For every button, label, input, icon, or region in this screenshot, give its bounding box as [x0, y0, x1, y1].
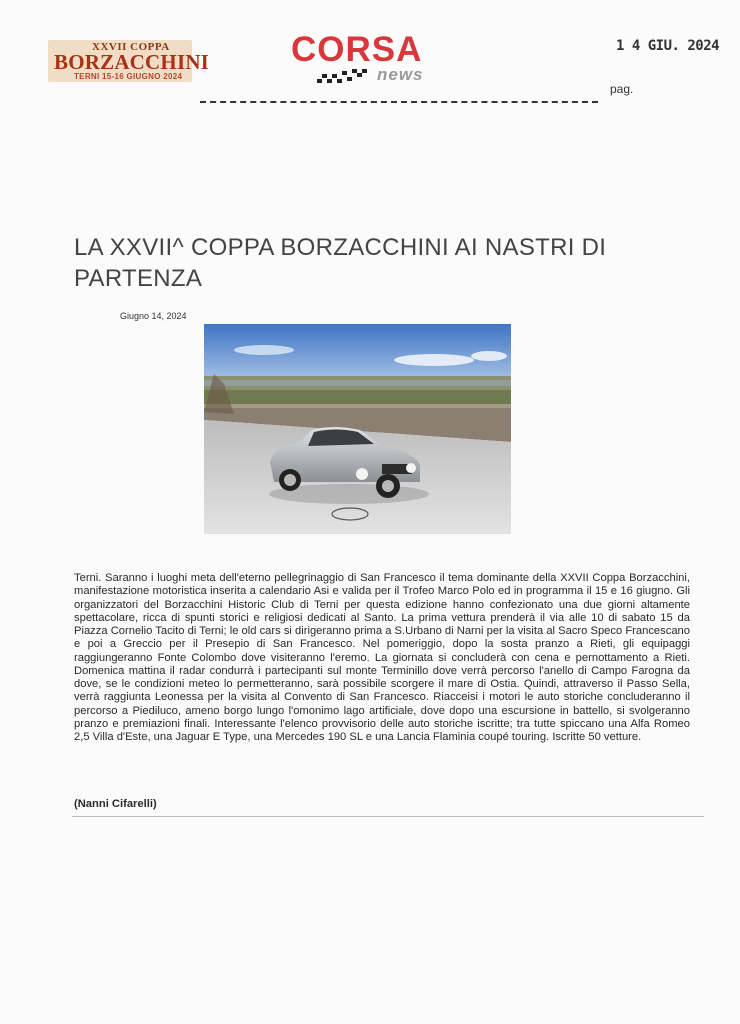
logo-dates-text: TERNI 15-16 GIUGNO 2024 — [74, 72, 183, 81]
logo-corsa-word: CORSA — [291, 30, 423, 69]
article-date: Giugno 14, 2024 — [120, 311, 187, 321]
article-title: LA XXVII^ COPPA BORZACCHINI AI NASTRI DI PARTENZA — [74, 234, 607, 292]
article-photo-classic-car — [204, 324, 511, 534]
corsa-news-logo — [289, 32, 439, 90]
article-body: Terni. Saranno i luoghi meta dell'eterno pellegrinaggio di San Francesco il tema dominante della XXVII Coppa Borzacchini, manifestazione motoristica inserita a calendario Asi e valida per il Trofeo Marco Polo ed in programma il 15 e 16 giugno. Gli organizzatori del Borzacchini Historic Club di Terni per questa edizione hanno confezionato una due giorni altamente spettacolare, ricca di spunti storici e religiosi dedicati al Santo. La prima vettura prenderà il via alle 10 di sabato 15 da Piazza Cornelio Tacito di Terni; le old cars si dirigeranno prima a S.Urbano di Narni per la visita al Sacro Speco Francescano e poi a Greccio per il Presepio di San Francesco. Nel pomeriggio, dopo la sosta pranzo a Rieti, gli equipaggi raggiungeranno Fonte Colombo dove visiteranno l'eremo. La giornata si concluderà con cena e pernottamento a Rieti. Domenica mattina il radar condurrà i partecipanti sul monte Terminillo dove verrà percorso l'anello di Campo Farogna da dove, se le condizioni meteo lo permetteranno, sarà possibile scorgere il mare di Ostia. Quindi, attraverso il Passo Sella, verrà raggiunta Leonessa per la visita al Convento di San Francesco. Riacceisi i motori le auto storiche concluderanno il percorso a Piediluco, ameno borgo lungo l'omonimo lago artificiale, dove dopo una escursione in battello, si svolgeranno pranzo e premiazioni finali. Interessante l'elenco provvisorio delle auto storiche iscritte; tra tutte spiccano una Alfa Romeo 2,5 Villa d'Este, una Jaguar E Type, una Mercedes 190 SL e una Lancia Flaminia coupé touring. Iscritte 50 vetture. — [74, 572, 690, 743]
dashed-divider — [200, 101, 598, 103]
stamp-date: 1 4 GIU. 2024 — [616, 38, 720, 54]
coppa-borzacchini-logo — [48, 40, 210, 82]
checkered-flag-icon — [317, 69, 377, 87]
logo-edition-text: XXVII COPPA — [92, 41, 170, 53]
logo-name-text: BORZACCHINI — [54, 50, 210, 74]
logo-news-word: news — [377, 65, 424, 84]
article-end-rule — [72, 816, 704, 817]
page-label: pag. — [610, 82, 634, 96]
article-byline: (Nanni Cifarelli) — [74, 798, 157, 810]
